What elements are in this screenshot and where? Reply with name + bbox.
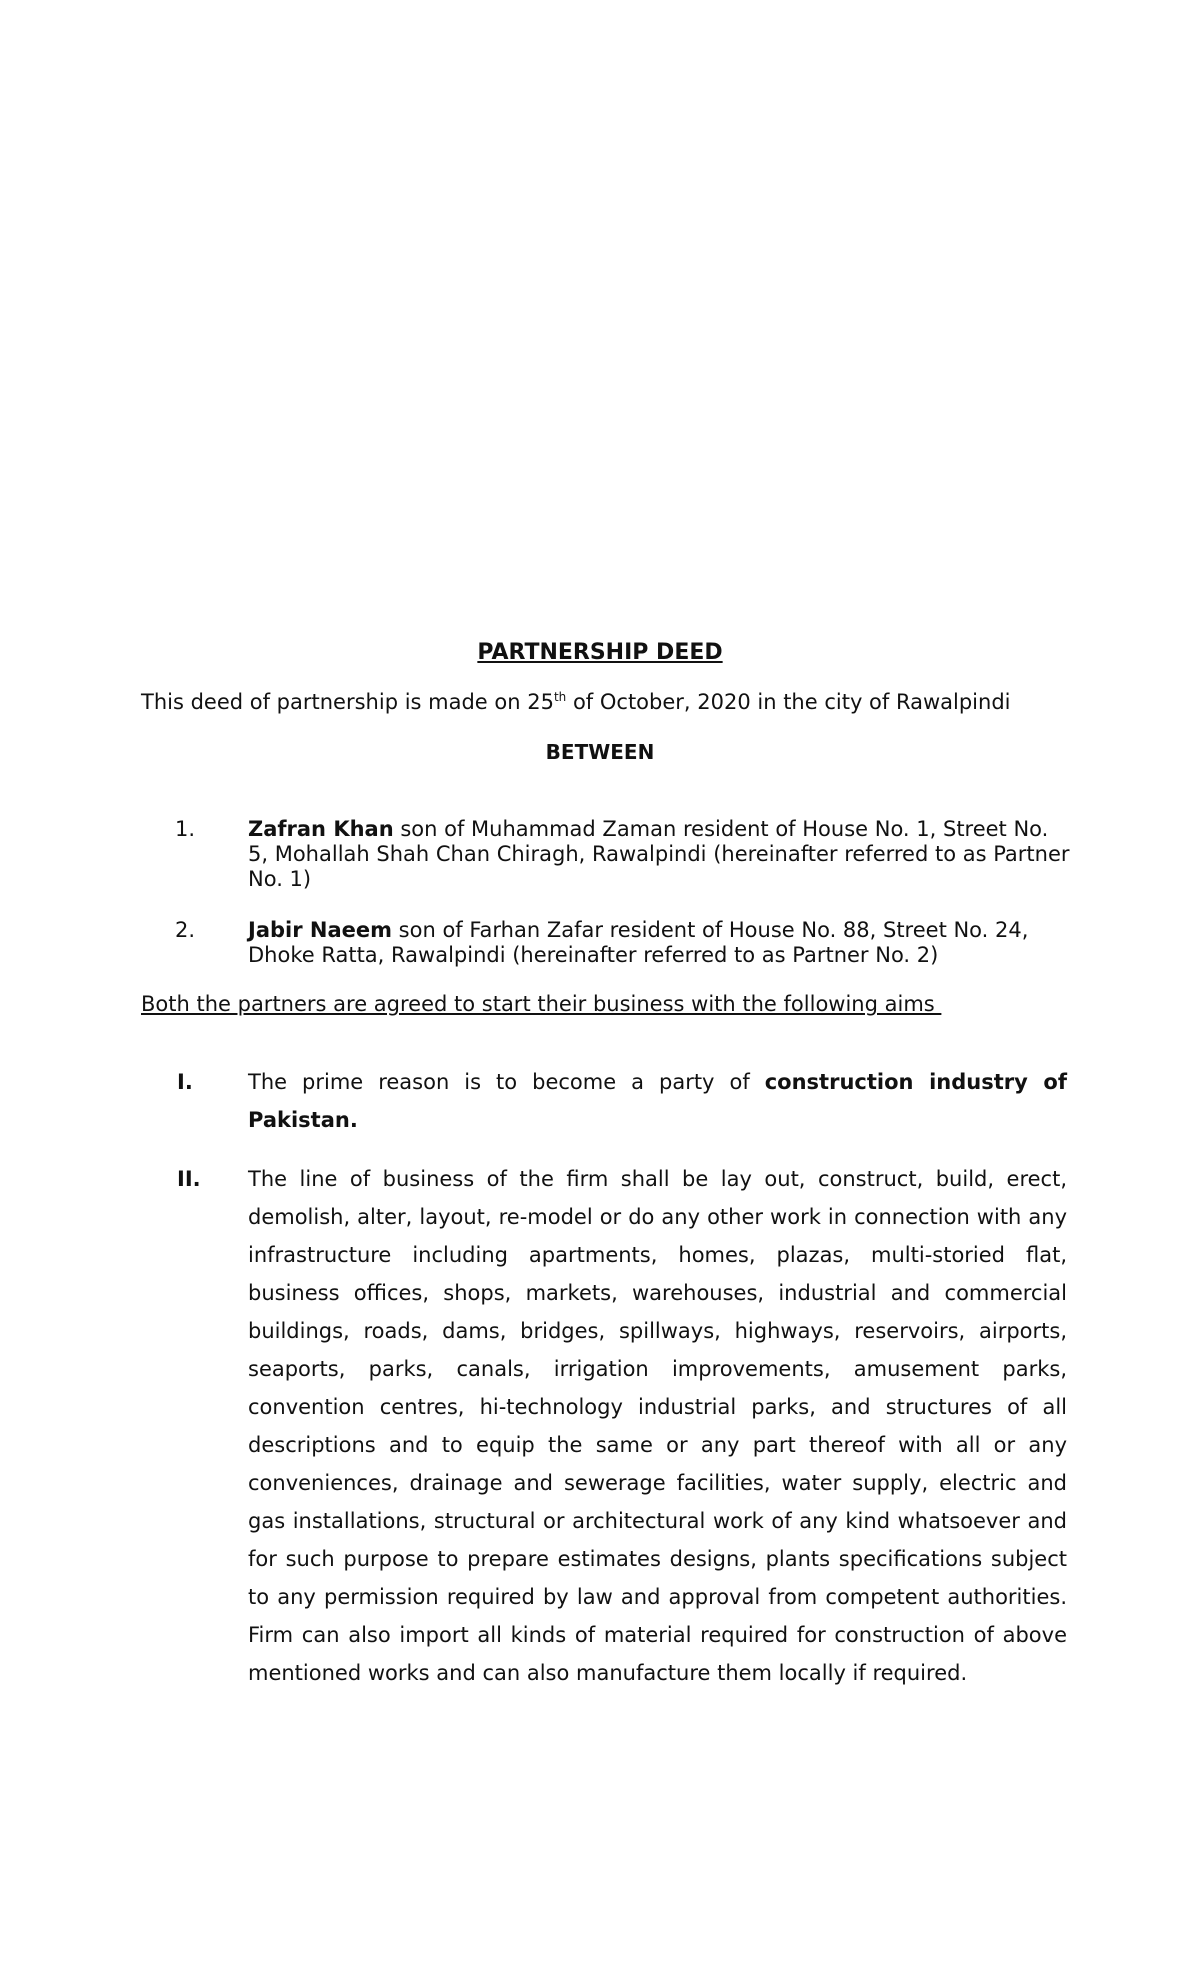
between-label: BETWEEN [545, 740, 655, 764]
partner-name: Jabir Naeem [248, 918, 392, 942]
partner-number: 2. [175, 918, 196, 942]
partner-description [248, 817, 1070, 892]
aim-text-bold: construction industry of Pakistan. [248, 1070, 1067, 1132]
partner-details: son of Farhan Zafar resident of House No. 88, Street No. 24, Dhoke Ratta, Rawalpindi (hereinafter referred to as Partner No. 2) [248, 918, 1029, 967]
aim-text: The line of business of the firm shall be lay out, construct, build, erect, demolish, alter, layout, re-model or do any other work in connection with any infrastructure including apartments, homes, plazas, multi-storied flat, business offices, shops, markets, warehouses, industrial and commercial buildings, roads, dams, bridges, spillways, highways, reservoirs, airports, seaports, parks, canals, irrigation improvements, amusement parks, convention centres, hi-technology industrial parks, and structures of all descriptions and to equip the same or any part thereof with all or any conveniences, drainage and sewerage facilities, water supply, electric and gas installations, structural or architectural work of any kind whatsoever and for such purpose to prepare estimates designs, plants specifications subject to any permission required by law and approval from competent authorities. Firm can also import all kinds of material required for construction of above mentioned works and can also manufacture them locally if required. [248, 1167, 1067, 1685]
partner-name: Zafran Khan [248, 817, 394, 841]
aim-numeral: I. [177, 1070, 193, 1094]
partner-description [248, 918, 1070, 968]
aim-text-plain: The prime reason is to become a party of [248, 1070, 765, 1094]
intro-paragraph [141, 690, 1011, 714]
aim-item [177, 1063, 1067, 1139]
aim-numeral: II. [177, 1167, 201, 1191]
aims-heading: Both the partners are agreed to start their business with the following aims [141, 992, 942, 1016]
partner-item [175, 817, 1070, 892]
partner-item [175, 918, 1070, 968]
partner-number: 1. [175, 817, 196, 841]
partner-details: son of Muhammad Zaman resident of House No. 1, Street No. 5, Mohallah Shah Chan Chiragh, Rawalpindi (hereinafter referred to as Partner No. 1) [248, 817, 1070, 891]
intro-text-end: of October, 2020 in the city of Rawalpindi [566, 690, 1011, 714]
aim-text [248, 1063, 1067, 1139]
document-title: PARTNERSHIP DEED [477, 640, 723, 665]
aim-item [177, 1160, 1067, 1692]
intro-ordinal-suffix: th [553, 690, 567, 704]
intro-text-start: This deed of partnership is made on 25 [141, 690, 554, 714]
